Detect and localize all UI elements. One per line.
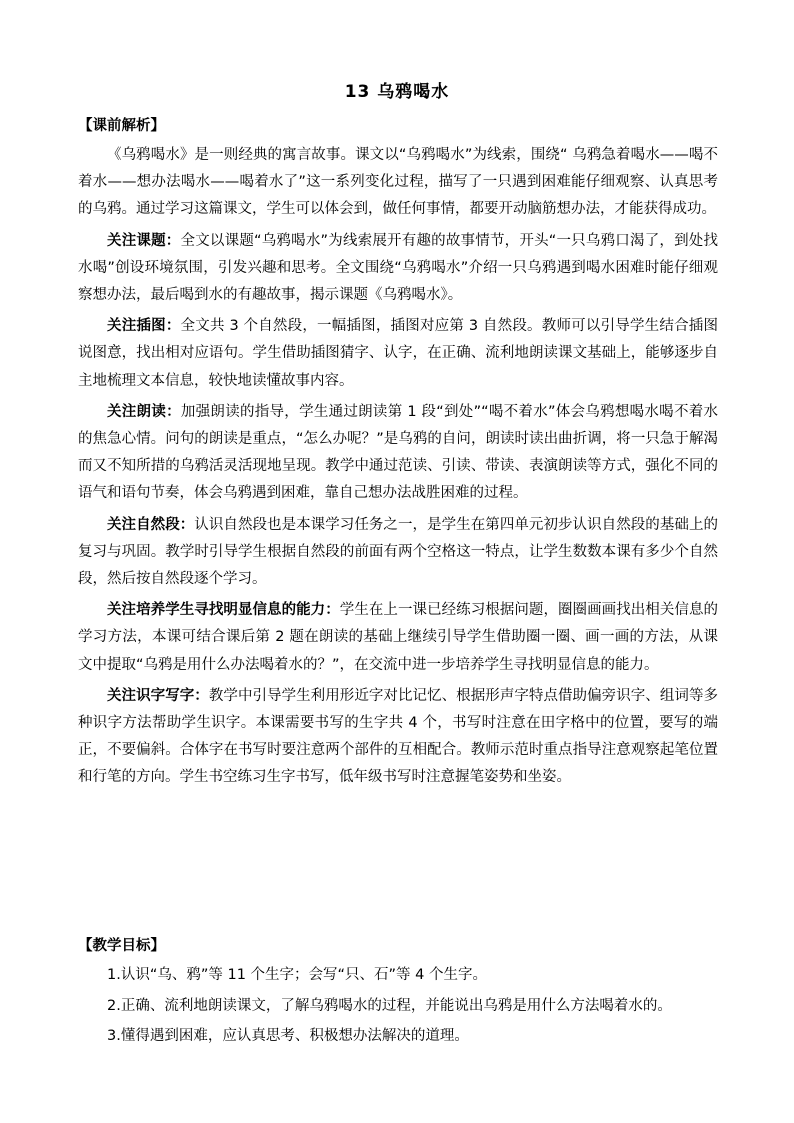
goal-item: 3.懂得遇到困难，应认真思考、积极想办法解决的道理。 xyxy=(107,1028,469,1044)
goal-item: 2.正确、流利地朗读课文，了解乌鸦喝水的过程，并能说出乌鸦是用什么方法喝着水的。 xyxy=(107,997,672,1014)
focus-text: 加强朗读的指导，学生通过朗读第 1 段“到处”“喝不着水”体会乌鸦想喝水喝不着水的焦急心情。问句的朗读是重点，“怎么办呢？”是乌鸦的自问，朗读时读出曲折调，将一只急于解渴而又不知所措的乌鸦活灵活现地呈现。教学中通过范读、引读、带读、表演朗读等方式，强化不同的语气和语句节奏，体会乌鸦遇到困难，靠自己想办法战胜困难的过程。 xyxy=(78,403,718,502)
focus-paragraph-literacy-writing xyxy=(78,683,718,792)
focus-paragraph-title xyxy=(78,228,718,310)
focus-lead: 关注朗读： xyxy=(107,403,181,420)
focus-text: 教学中引导学生利用形近字对比记忆、根据形声字特点借助偏旁识字、组词等多种识字方法帮助学生识字。本课需要书写的生字共 4 个，书写时注意在田字格中的位置，要写的端正，不要偏斜。合体字在书写时要注意两个部件的互相配合。教师示范时重点指导注意观察起笔位置和行笔的方向。学生书空练习生字书写，低年级书写时注意握笔姿势和坐姿。 xyxy=(78,687,718,786)
intro-paragraph: 《乌鸦喝水》是一则经典的寓言故事。课文以“乌鸦喝水”为线索，围绕“ 乌鸦急着喝水——喝不着水——想办法喝水——喝着水了”这一系列变化过程，描写了一只遇到困难能仔细观察、认真思考的乌鸦。通过学习这篇课文，学生可以体会到，做任何事情，都要开动脑筋想办法，才能获得成功。 xyxy=(78,147,718,218)
focus-lead: 关注培养学生寻找明显信息的能力： xyxy=(107,602,340,619)
analysis-body xyxy=(78,142,718,796)
focus-lead: 关注识字写字： xyxy=(107,687,209,704)
focus-text: 学生在上一课已经练习根据问题，圈圈画画找出相关信息的学习方法，本课可结合课后第 2 题在朗读的基础上继续引导学生借助圈一圈、画一画的方法，从课文中提取“乌鸦是用什么办法喝着水的？”，在交流中进一步培养学生寻找明显信息的能力。 xyxy=(78,602,718,673)
focus-text: 认识自然段也是本课学习任务之一，是学生在第四单元初步认识自然段的基础上的复习与巩固。教学时引导学生根据自然段的前面有两个空格这一特点，让学生数数本课有多少个自然段，然后按自然段逐个学习。 xyxy=(78,516,719,588)
section-heading-preclass-analysis: 【课前解析】 xyxy=(78,118,165,134)
focus-paragraph-reading xyxy=(78,399,718,508)
focus-paragraph-natural-paragraph xyxy=(78,512,718,594)
focus-paragraph-information-ability xyxy=(78,597,718,679)
focus-text: 全文共 3 个自然段，一幅插图，插图对应第 3 自然段。教师可以引导学生结合插图说图意，找出相对应语句。学生借助插图猜字、认字，在正确、流利地朗读课文基础上，能够逐步自主地梳理文本信息，较快地读懂故事内容。 xyxy=(78,318,718,389)
page-title: 13 乌鸦喝水 xyxy=(344,82,450,102)
focus-lead: 关注插图： xyxy=(107,318,181,335)
focus-lead: 关注课题： xyxy=(107,232,181,249)
focus-paragraph-illustration xyxy=(78,313,718,395)
focus-text: 全文以课题“乌鸦喝水”为线索展开有趣的故事情节，开头“一只乌鸦口渴了，到处找水喝”创设环境氛围，引发兴趣和思考。全文围绕“乌鸦喝水”介绍一只乌鸦遇到喝水困难时能仔细观察想办法，最后喝到水的有趣故事，揭示课题《乌鸦喝水》。 xyxy=(78,232,718,304)
teaching-goals-list xyxy=(78,960,728,1052)
focus-lead: 关注自然段： xyxy=(107,516,195,533)
goal-item: 1.认识“乌、鸦”等 11 个生字；会写“只、石”等 4 个生字。 xyxy=(107,967,487,983)
section-heading-teaching-goals: 【教学目标】 xyxy=(78,938,165,954)
